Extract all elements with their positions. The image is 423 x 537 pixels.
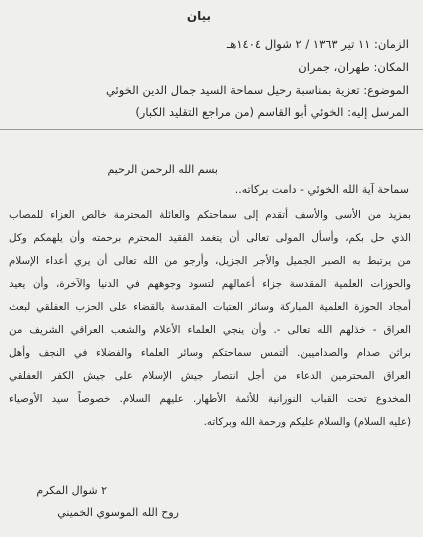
body-line: من يرتبط به الصبر الجميل والأجر الجزيل، وأرجو من الله تعالى أن يري أعداء الإسلام: [9, 255, 411, 267]
body-line: المخدوع تحت القباب النورانية للأئمة الأطهار. عليهم السلام. خصوصاً سيد الأوصياء: [9, 393, 411, 405]
footer-date: ٢ شوال المكرم: [36, 484, 107, 497]
body-line: بمزيد من الأسى والأسف أتقدم إلى سماحتكم والعائلة المحترمة خالص العزاء للمصاب: [9, 209, 411, 221]
body-line: أمجاد الحوزة العلمية المباركة وسائر العتبات المقدسة بالقضاء على الحزب العفلقي لبعث: [9, 301, 411, 313]
body-text: [9, 206, 411, 436]
meta-date: الزمان: ١١ تير ١٣٦٣ / ٢ شوال ١٤٠٤هـ: [226, 37, 409, 51]
salutation: سماحة آية الله الخوئي - دامت بركاته..: [234, 183, 409, 196]
body-line: العراق - خذلهم الله تعالى -. وأن ينجي العلماء الأعلام والشعب العراقي الشريف من: [9, 324, 411, 336]
body-line: العراق المحترمين الدعاء من أجل انتصار جيش الإسلام على جيش الكفر العفلقي: [9, 370, 411, 382]
body-line: الذي حل بكم، وأسأل المولى تعالى أن يتغمد الفقيد المحترم برحمته وأن يلهمكم وكل: [9, 232, 411, 244]
body-line: براثن صدام والصداميين. ألتمس سماحتكم وسائر العلماء والفضلاء في النجف وأهل: [9, 347, 411, 359]
body-line: (عليه السلام) والسلام عليكم ورحمة الله وبركاته.: [203, 416, 411, 428]
document-title: بيان: [186, 9, 211, 23]
basmala: بسم الله الرحمن الرحيم: [107, 163, 218, 176]
meta-place: المكان: طهران، جمران: [298, 60, 409, 74]
meta-recipient: المرسل إليه: الخوئي أبو القاسم (من مراجع التقليد الكبار): [135, 105, 409, 119]
body-line: والحوزات العلمية المقدسة جزاء أعمالهم لتسود وجوههم في الدنيا والآخرة، وأن يعيد: [9, 278, 411, 290]
meta-subject: الموضوع: تعزية بمناسبة رحيل سماحة السيد جمال الدين الخوئي: [105, 83, 409, 97]
header-divider: [0, 129, 423, 130]
signature: روح الله الموسوي الخميني: [57, 506, 179, 519]
